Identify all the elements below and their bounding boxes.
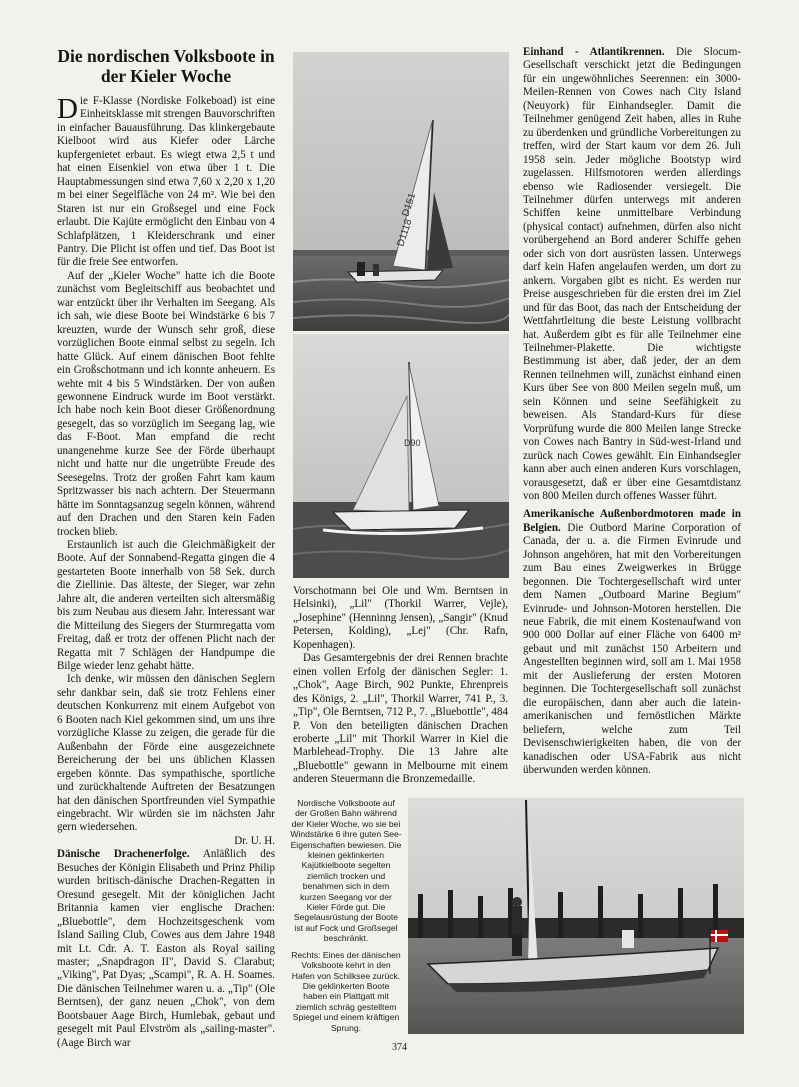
left-column	[57, 95, 275, 1050]
caption-top: Nordische Volksboote auf der Großen Bahn während der Kieler Woche, wo sie bei Windstärke 6 ihre guten See-Eigenschaften bewiesen. Die kleinen geklinkerten Kajütkielboote segelten ziemlich trocken und benahmen sich in dem kurzen Seegang vor der Kieler Förde gut. Die Segelausrüstung der Boote ist auf Fock und Großsegel beschränkt.	[290, 798, 402, 944]
caption-bottom: Rechts: Eines der dänischen Volksboote kehrt in den Hafen von Schilksee zurück. Die geklinkerten Boote haben ein Plattgatt mit ziemlich schräg gestelltem Spiegel und einem kräftigen Sprung.	[291, 949, 401, 1033]
page-number: 374	[392, 1042, 407, 1053]
body-paragraph: Erstaunlich ist auch die Gleichmäßigkeit der Boote. Auf der Sonnabend-Regatta gingen die 4 gestarteten Boote innerhalb von 58 Sek. durch die Ziellinie. Das älteste, der Sieger, war zehn Jahre alt, die anderen verteilten sich altersmäßig bis zum Neubau aus diesem Jahr. Interessant war die Mitteilung des Siegers der Sturmregatta vom Freitag, daß er trotz der offenen Plicht nach der Regatta mit 7 Schlägen der Handpumpe die Bilge wieder lenz gehabt hätte.	[57, 538, 275, 673]
atlantic-paragraph: Einhand - Atlantikrennen. Die Slocum-Gesellschaft verschickt jetzt die Bedingungen für ein ungewöhnliches Seerennen: ein 3000-Meilen-Rennen von Cowes nach City Island (Neuyork) für Einhandsegler. Damit die Teilnehmer genügend Zeit haben, alles in Ruhe zu überdenken und gründliche Vorbereitungen zu treffen, wird der Start kaum vor dem 26. Juli 1958 sein. Jeder mögliche Bootstyp wird zugelassen. Hilfsmotoren werden allerdings ebenso wie Radiosender versiegelt. Die Teilnehmer dürfen unterwegs mit anderen Schiffen keine unmittelbare Verbindung (physical contact) aufnehmen, dürfen also nicht vorübergehend an Bord anderer Schiffe gehen oder sich von dort ausrüsten lassen. Unterwegs darf kein Hafen angelaufen werden, um dort zu ankern. Vorgaben gibt es nicht. Es werden nur Preise ausgeschrieben für die ersten drei im Ziel und für das Boot, das nach der Entscheidung der Wettfahrtleitung die beste Leistung vollbracht hat. Außerdem gibt es für alle Teilnehmer eine Teilnehmer-Plakette. Die wichtigste Bestimmung ist aber, daß jeder, der an dem Rennen teilnehmen will, zunächst einhand einen Kurs über See von 800 Meilen segeln muß, um sein Können und seine Seefähigkeit zu beweisen. Als Standard-Kurs für diese Vorprüfung wurde die 800 Meilen lange Strecke von Cowes nach Bantry in Süd-west-Irland und zurück nach Cowes gewählt. Ein Einhandsegler kann aber auch einen anderen Kurs vorschlagen, vorausgesetzt, daß er über eine Gesamtdistanz von 800 Meilen durch offenes Wasser führt.	[523, 46, 741, 502]
right-column	[523, 46, 741, 777]
sail-number-label: D1118	[395, 217, 415, 248]
harbor-photo	[408, 798, 744, 1034]
photo-captions	[290, 798, 402, 1039]
drachen-paragraph: Dänische Drachenerfolge. Anläßlich des Besuches der Königin Elisabeth und Prinz Philip wurden britisch-dänische Drachen-Regatten in Oresund gesegelt. Mit der königlichen Jacht Britannia kamen vier englische Drachen: „Bluebottle", dem Hochzeitsgeschenk vom Island Sailing Club, Cowes aus dem Jahre 1948 mit Lt. Cdr. A. T. Easton als Royal sailing master; „Snapdragon II", David S. Clarabut; „Viking", Pat Dyas; „Scampi", R. A. H. Soames. Die dänischen Teilnehmer waren u. a. „Tip" (Ole Berntsen), der ganz neuen „Chok", von dem Bootsbauer Aage Birch, Humlebak, gebaut und gesegelt mit Paul Elvström als „sailing-master". (Aage Birch war	[57, 848, 275, 1049]
drop-cap: D	[57, 93, 78, 125]
sail-number-label: D90	[404, 438, 421, 448]
middle-column	[293, 585, 508, 787]
atlantic-heading: Einhand - Atlantikrennen.	[523, 46, 665, 58]
author-signature: Dr. U. H.	[234, 834, 275, 847]
body-paragraph: Ich denke, wir müssen den dänischen Seglern sehr dankbar sein, daß sie trotz Fehlens einer deutschen Konkurrenz mit einem Aufgebot von 6 Booten nach Kiel gekommen sind, um uns ihre vorzügliche Klasse zu zeigen, die gerade für die Außenbahn der Förde eine ausgezeichnete Bereicherung der bei uns üblichen Klassen ergeben könnte. Das sympathische, sportliche und zurückhaltende Auftreten der Besatzungen hat den dänischen Sportfreunden viel Sympathie eingebracht. Wir würden sie im nächsten Jahr gern wiedersehen.	[57, 673, 275, 834]
sailboat-photo-2	[293, 334, 509, 578]
body-paragraph: Das Gesamtergebnis der drei Rennen brachte einen vollen Erfolg der dänischen Segler: 1. „Chok", Aage Birch, 902 Punkte, Ehrenpreis des Königs, 2. „Lil", Thorkil Warrer, 741 P., 3. „Tip", Ole Berntsen, 712 P., 7. „Bluebottle", 484 P. Von den beteiligten dänischen Drachen eroberte „Lil" mit Thorkil Warrer in Kiel die Marblehead-Trophy. Die 13 Jahre alte „Bluebottle" gewann in Melbourne mit einem anderen Steuermann die Bronzemedaille.	[293, 652, 508, 786]
sail-number-label: D151	[400, 191, 419, 218]
body-paragraph: Auf der „Kieler Woche" hatte ich die Boote zunächst vom Begleitschiff aus beobachtet und war entzückt über ihr Verhalten im Seegang. Als ich sah, wie diese Boote bei Windstärke 6 bis 7 kreuzten, wurde der Wunsch sehr groß, diese vorzüglichen Boote einmal selbst zu segeln. Ich hatte Glück. Auf einem dänischen Boot fehlte ein Großschotmann und ich konnte anheuern. Es wehte mit 4 bis 5 Windstärken. Der von außen gewonnene Eindruck wurde im Boot verstärkt. Ich habe noch kein Boot dieser Größenordnung gesegelt, das so vorzüglich im Seegang lag, wie das F-Boot. Man empfand die recht unangenehme kurze See der Förde überhaupt nicht und hatte nur die ungetrübte Freude des Seesegelns. Trotz der großen Fahrt kam kaum Spritzwasser bis nach achtern. Der Steuermann hätte im Sonntagsanzug segeln können, während auf den Drachen und den Staren kein Faden trocken blieb.	[57, 269, 275, 538]
outboard-heading: Amerikanische Außenbordmotoren made in Belgien.	[523, 508, 741, 534]
sailboat-photo-1	[293, 52, 509, 331]
body-paragraph: Vorschotmann bei Ole und Wm. Berntsen in Helsinki), „Lil" (Thorkil Warrer, Vejle), „Josephine" (Henninng Jensen), „Sangir" (Knud Petersen, Kolding), „Lej" (Chr. Rafn, Kopenhagen).	[293, 585, 508, 651]
drachen-heading: Dänische Drachenerfolge.	[57, 848, 190, 861]
outboard-paragraph: Amerikanische Außenbordmotoren made in Belgien. Die Outbord Marine Corporation of Canada, der u. a. die Firmen Evinrude und Johnson angehören, hat mit den Vorbereitungen zum Bau eines Zweigwerkes in Brügge begonnen. Die Tochtergesellschaft wird unter dem Namen „Outboard Marine Begium" Evinrude- und Johnson-Motoren herstellen. Die neue Fabrik, die mit einem Kostenaufwand von 900 000 Dollar auf einer Fläche von 6400 m² gebaut und mit zunächst 150 Arbeitern und Angestellten beginnen wird, soll am 1. Mai 1958 mit der Auslieferung der ersten Motoren beginnen. Die Tochtergesellschaft soll zunächst die europäischen, dann aber auch die latein-amerikanischen und fernöstlichen Märkte beliefern, welche zum Teil Devisenschwierigkeiten haben, die von der kanadischen oder USA-Fabrik aus nicht überwunden werden können.	[523, 508, 741, 777]
article-title: Die nordischen Volksboote in der Kieler Woche	[57, 46, 275, 86]
intro-paragraph: Die F-Klasse (Nordiske Folkeboad) ist eine Einheitsklasse mit strengen Bauvorschriften in einfacher Bauausführung. Das klinkergebaute Kielboot wird aus Kiefer oder Lärche kupfergenietet erbaut. Es wiegt etwa 2,5 t und hat einen Eisenkiel von etwa über 1 t. Die Hauptabmessungen sind etwa 7,60 x 2,20 x 1,20 m bei einer Segelfläche von 24 m². Wie bei den Staren ist nur ein Großsegel und eine Fock erlaubt. Die Kajüte ermöglicht den Einbau von 4 Schlafplätzen, 1 Kleiderschrank und einer Pantry. Die Plicht ist offen und tief. Das Boot ist für die freie See entworfen.	[57, 93, 275, 269]
